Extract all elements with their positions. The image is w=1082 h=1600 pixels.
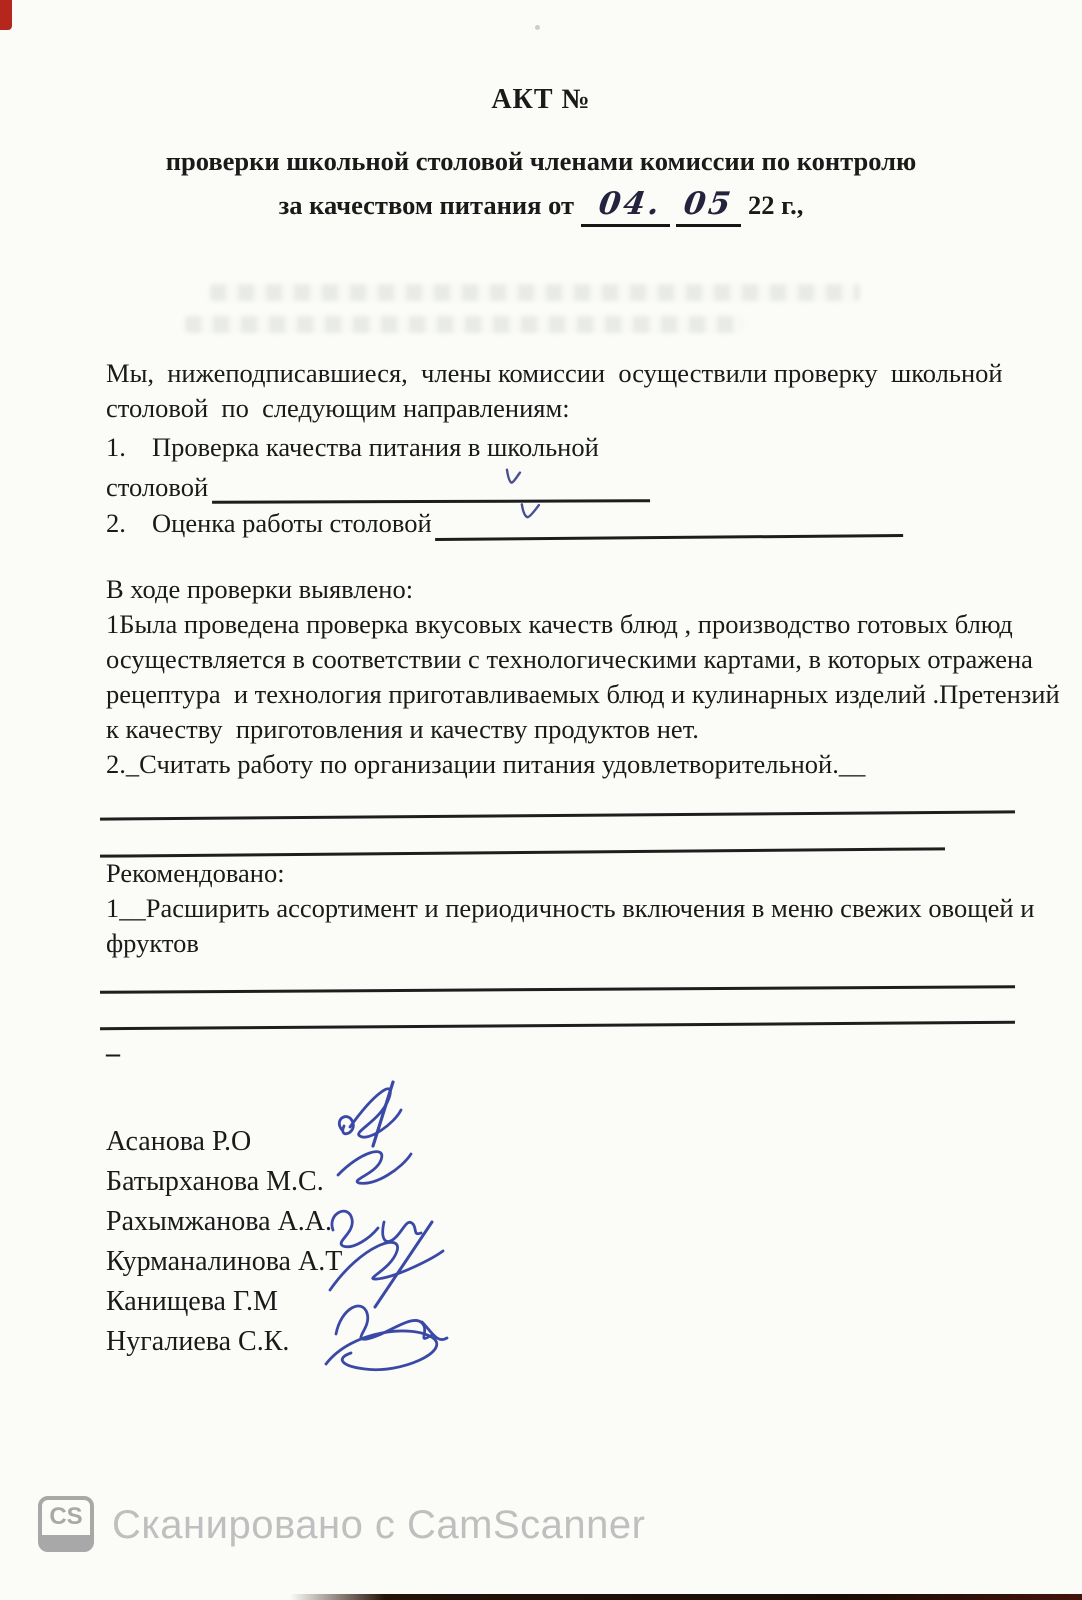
findings-header: В ходе проверки выявлено: <box>106 574 414 604</box>
checkmark-ink-icon <box>502 466 524 488</box>
item-text: Оценка работы столовой <box>152 508 432 538</box>
scan-edge-strip <box>290 1594 1082 1600</box>
recommendations-header: Рекомендовано: <box>106 858 285 888</box>
recommendation-line: фруктов <box>106 928 199 958</box>
list-item-1-continuation <box>106 470 650 503</box>
blank-ruled-line <box>100 810 1015 820</box>
list-item-1 <box>106 432 599 463</box>
signatory-name: Батырханова М.С. <box>106 1166 324 1197</box>
handwritten-date-month: 05 <box>676 186 741 227</box>
signatory-name: Курманалинова А.Т <box>106 1246 343 1277</box>
blank-ruled-line <box>100 1021 1015 1030</box>
findings-line: к качеству приготовления и качеству продуктов нет. <box>106 714 699 744</box>
date-line-prefix: за качеством питания от <box>278 190 581 220</box>
intro-line: столовой по следующим направлениям: <box>106 393 570 423</box>
findings-line: 1Была проведена проверка вкусовых качеств блюд , производство готовых блюд <box>106 609 1013 639</box>
camscanner-watermark: Сканировано с CamScanner <box>112 1503 646 1547</box>
signatory-name: Канищева Г.М <box>106 1286 278 1317</box>
item-number: 1. <box>106 432 126 462</box>
camscanner-logo-icon: CS <box>38 1496 94 1552</box>
signature-ink <box>280 1072 520 1382</box>
recommendation-line: 1__Расширить ассортимент и периодичность включения в меню свежих овощей и <box>106 893 1035 923</box>
findings-line: 2._Считать работу по организации питания удовлетворительной.__ <box>106 749 866 779</box>
bleedthrough-text-smudge <box>185 316 745 333</box>
intro-line: Мы, нижеподписавшиеся, члены комиссии осуществили проверку школьной <box>106 358 1003 388</box>
intro-paragraph <box>106 356 1003 426</box>
signatory-name: Рахымжанова А.А. <box>106 1206 333 1237</box>
document-date-line <box>0 186 1082 227</box>
blank-ruled-line <box>100 985 1015 994</box>
findings-line: рецептура и технология приготавливаемых блюд и кулинарных изделий .Претензий <box>106 679 1060 709</box>
scan-artifact-speck <box>535 25 540 30</box>
recommendations-section <box>106 856 1034 961</box>
date-line-suffix: 22 г., <box>741 190 804 220</box>
signatory-name: Нугалиева С.К. <box>106 1326 290 1357</box>
item-number: 2. <box>106 508 126 538</box>
blank-fill-line <box>435 504 903 541</box>
document-title: АКТ № <box>491 84 591 115</box>
document-subtitle: проверки школьной столовой членами комиссии по контролю <box>165 146 917 176</box>
item-text: Проверка качества питания в школьной <box>152 432 599 462</box>
bleedthrough-text-smudge <box>210 284 860 301</box>
list-item-2 <box>106 506 903 539</box>
checkmark-ink-icon <box>516 499 542 523</box>
blank-fill-line <box>212 469 650 504</box>
item-text: столовой <box>106 472 209 502</box>
findings-section <box>106 572 1060 782</box>
findings-line: осуществляется в соответствии с технологическими картами, в которых отражена <box>106 644 1033 674</box>
handwritten-date-day: 04. <box>581 186 670 227</box>
stray-dash-mark: – <box>106 1038 120 1069</box>
signatory-name: Асанова Р.О <box>106 1126 252 1157</box>
scan-artifact-red-corner <box>0 0 12 30</box>
